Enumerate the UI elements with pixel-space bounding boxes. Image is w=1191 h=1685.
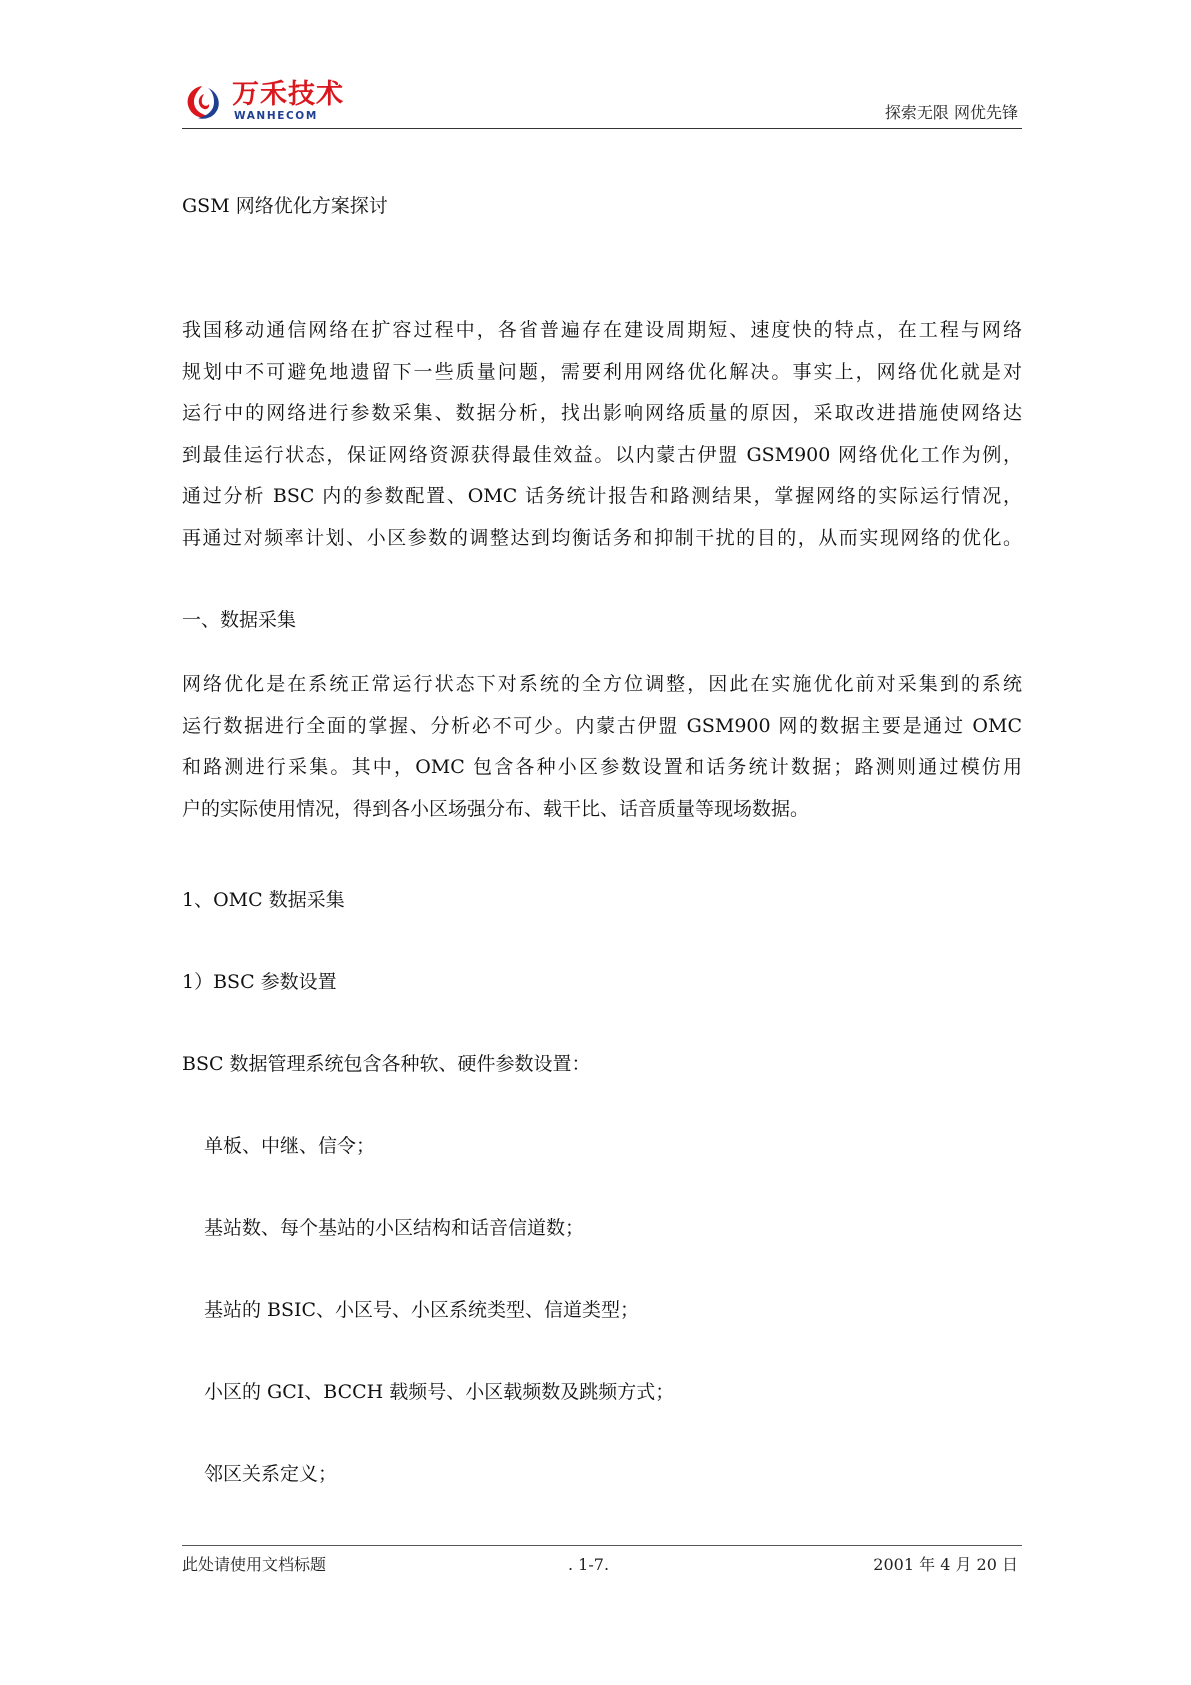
list-item: 基站数、每个基站的小区结构和话音信道数；	[204, 1217, 585, 1239]
intro-line: 到最佳运行状态，保证网络资源获得最佳效益。以内蒙古伊盟 GSM900 网络优化工作为例，	[182, 443, 1022, 466]
section-line: 和路测进行采集。其中，OMC 包含各种小区参数设置和话务统计数据；路测则通过模仿用	[182, 756, 1022, 779]
page-footer	[182, 1545, 1022, 1586]
intro-line: 通过分析 BSC 内的参数配置、OMC 话务统计报告和路测结果，掌握网络的实际运行情况，	[182, 485, 1022, 508]
footer-document-title: 此处请使用文档标题	[182, 1555, 327, 1574]
intro-line: 规划中不可避免地遗留下一些质量问题，需要利用网络优化解决。事实上，网络优化就是对	[182, 360, 1022, 383]
section-line: 运行数据进行全面的掌握、分析必不可少。内蒙古伊盟 GSM900 网的数据主要是通过 OMC	[182, 714, 1022, 737]
intro-paragraph	[182, 310, 1022, 560]
document-title: GSM 网络优化方案探讨	[182, 195, 388, 217]
intro-line: 再通过对频率计划、小区参数的调整达到均衡话务和抑制干扰的目的，从而实现网络的优化。	[182, 526, 1022, 549]
list-item: 小区的 GCI、BCCH 载频号、小区载频数及跳频方式；	[204, 1381, 675, 1403]
section-heading: 一、数据采集	[182, 609, 297, 631]
page-number: . 1-7.	[568, 1555, 610, 1574]
list-item: 基站的 BSIC、小区号、小区系统类型、信道类型；	[204, 1299, 640, 1321]
list-item: 单板、中继、信令；	[204, 1135, 376, 1157]
section-line: 户的实际使用情况，得到各小区场强分布、载干比、话音质量等现场数据。	[182, 797, 810, 820]
footer-date: 2001 年 4 月 20 日	[873, 1555, 1018, 1574]
logo-chinese-text: 万禾技术	[232, 79, 344, 110]
logo-english-text: WANHECOM	[234, 110, 318, 122]
section-line: 网络优化是在系统正常运行状态下对系统的全方位调整，因此在实施优化前对采集到的系统	[182, 673, 1022, 695]
intro-line: 我国移动通信网络在扩容过程中，各省普遍存在建设周期短、速度快的特点，在工程与网络	[182, 319, 1022, 341]
subheading: 1）BSC 参数设置	[182, 971, 337, 993]
company-logo	[182, 78, 342, 126]
intro-line: 运行中的网络进行参数采集、数据分析，找出影响网络质量的原因，采取改进措施使网络达	[182, 402, 1022, 425]
subheading: 1、OMC 数据采集	[182, 889, 345, 911]
bsc-intro-text: BSC 数据管理系统包含各种软、硬件参数设置：	[182, 1053, 591, 1075]
section-paragraph	[182, 664, 1022, 830]
logo-swirl-icon	[182, 82, 226, 122]
page-header	[182, 78, 1022, 129]
header-slogan: 探索无限 网优先锋	[884, 103, 1018, 122]
list-item: 邻区关系定义；	[204, 1463, 338, 1485]
